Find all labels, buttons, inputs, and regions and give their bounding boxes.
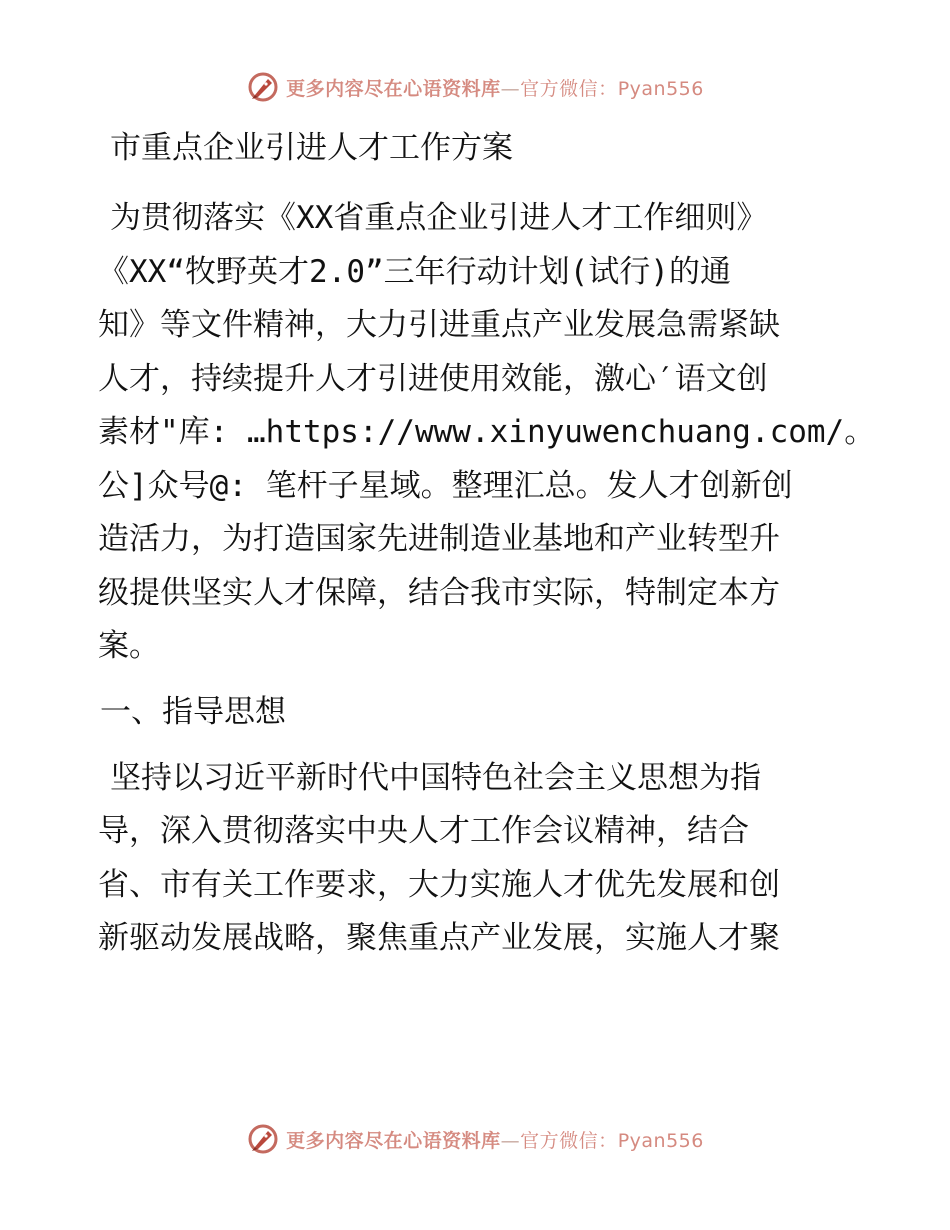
- document-title: 市重点企业引进人才工作方案: [110, 130, 513, 166]
- watermark-banner-bottom: [0, 1122, 950, 1162]
- paragraph-guiding-ideology: [98, 752, 858, 966]
- watermark-dash: —: [500, 77, 521, 100]
- pen-nib-logo-icon: [246, 1122, 280, 1156]
- text-line: 坚持以习近平新时代中国特色社会主义思想为指: [110, 759, 761, 796]
- section-heading: 一、指导思想: [100, 693, 286, 730]
- text-line: 知》等文件精神，大力引进重点产业发展急需紧缺: [98, 307, 780, 343]
- watermark-text: 更多内容尽在心语资料库: [286, 1129, 501, 1152]
- watermark-wechat-label: 官方微信：: [520, 1129, 618, 1152]
- watermark-banner-top: [0, 70, 950, 110]
- watermark-wechat-label: 官方微信：: [520, 77, 618, 100]
- text-line: 《XX“牧野英才2.0”三年行动计划(试行)的通: [98, 253, 731, 290]
- watermark-wechat-id: Pyan556: [617, 1129, 704, 1152]
- text-line: 为贯彻落实《XX省重点企业引进人才工作细则》: [110, 200, 768, 236]
- text-line: 案。: [98, 628, 160, 664]
- text-line: 新驱动发展战略，聚焦重点产业发展，实施人才聚: [98, 920, 780, 956]
- watermark-dash: —: [500, 1129, 521, 1152]
- text-line: 人才，持续提升人才引进使用效能，激心′语文创: [98, 360, 768, 397]
- paragraph-intro: [98, 192, 876, 674]
- text-line: 级提供坚实人才保障，结合我市实际，特制定本方: [98, 574, 780, 611]
- text-line: 造活力，为打造国家先进制造业基地和产业转型升: [98, 521, 780, 557]
- text-line: 素材"库: …https://www.xinyuwenchuang.com/。: [98, 414, 876, 450]
- pen-nib-logo-icon: [246, 70, 280, 104]
- document-body: [98, 122, 876, 966]
- text-line: 公]众号@: 笔杆子星域。整理汇总。发人才创新创: [98, 467, 793, 504]
- text-line: 导，深入贯彻落实中央人才工作会议精神，结合: [98, 813, 749, 849]
- text-line: 省、市有关工作要求，大力实施人才优先发展和创: [98, 866, 780, 903]
- watermark-wechat-id: Pyan556: [617, 77, 704, 100]
- watermark-text: 更多内容尽在心语资料库: [286, 77, 501, 100]
